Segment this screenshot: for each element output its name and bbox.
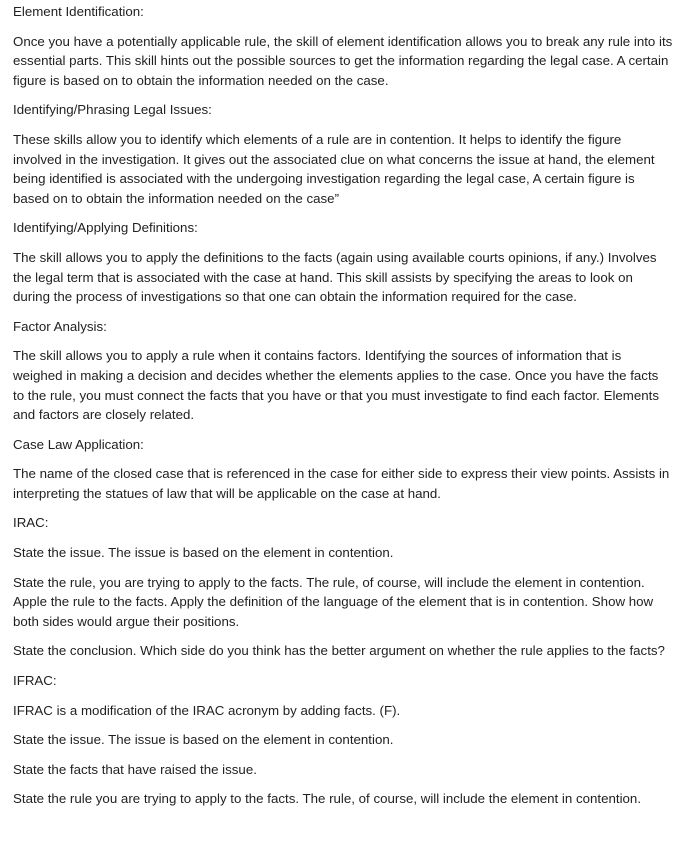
section-heading-case-law: Case Law Application: [13, 436, 144, 452]
paragraph-element-identification: Once you have a potentially applicable rule, the skill of element identification allows you to break any rule into its essential parts. This skill hints out the possible sources to get the information regarding the legal case. A certain figure is based on to obtain the information needed on the case. [13, 33, 673, 88]
paragraph-definitions: The skill allows you to apply the definitions to the facts (again using available courts opinions, if any.) Involves the legal term that is associated with the case at hand. This skill assists by specifying the areas to look on during the process of investigations so that one can obtain the information required for the case. [13, 249, 657, 305]
paragraph-ifrac-facts: State the facts that have raised the issue. [13, 761, 257, 777]
paragraph-irac-issue: State the issue. The issue is based on the element in contention. [13, 545, 394, 561]
section-heading-irac: IRAC: [13, 515, 49, 531]
section-heading-legal-issues: Identifying/Phrasing Legal Issues: [13, 102, 212, 118]
paragraph-ifrac-intro: IFRAC is a modification of the IRAC acronym by adding facts. (F). [13, 702, 401, 718]
paragraph-irac-conclusion: State the conclusion. Which side do you think has the better argument on whether the rule applies to the facts? [13, 643, 665, 659]
paragraph-irac-rule: State the rule, you are trying to apply to the facts. The rule, of course, will include the element in contention. Apple the rule to the facts. Apply the definition of the language of the element that is in contention. Show how both sides would argue their positions. [13, 574, 654, 629]
section-heading-ifrac: IFRAC: [13, 673, 57, 689]
paragraph-ifrac-rule: State the rule you are trying to apply to the facts. The rule, of course, will include the element in contention. [13, 791, 642, 807]
section-heading-element-identification: Element Identification: [13, 4, 144, 19]
paragraph-legal-issues: These skills allow you to identify which elements of a rule are in contention. It helps to identify the figure involved in the investigation. It gives out the associated clue on what concerns the issue at hand, the element being identified is associated with the undergoing investigation regarding the legal case, A certain figure is based on to obtain the information needed on the case” [13, 131, 655, 206]
section-heading-definitions: Identifying/Applying Definitions: [13, 220, 198, 236]
paragraph-factor-analysis: The skill allows you to apply a rule when it contains factors. Identifying the sources of information that is weighed in making a decision and decides whether the elements applies to the case. Once you have the facts to the rule, you must connect the facts that you have or that you must investigate to find each factor. Elements and factors are closely related. [13, 348, 659, 423]
paragraph-ifrac-issue: State the issue. The issue is based on the element in contention. [13, 732, 394, 748]
section-heading-factor-analysis: Factor Analysis: [13, 318, 107, 334]
paragraph-case-law: The name of the closed case that is referenced in the case for either side to express their view points. Assists in interpreting the statues of law that will be applicable on the case at hand. [13, 466, 670, 501]
document-body [13, 2, 673, 819]
